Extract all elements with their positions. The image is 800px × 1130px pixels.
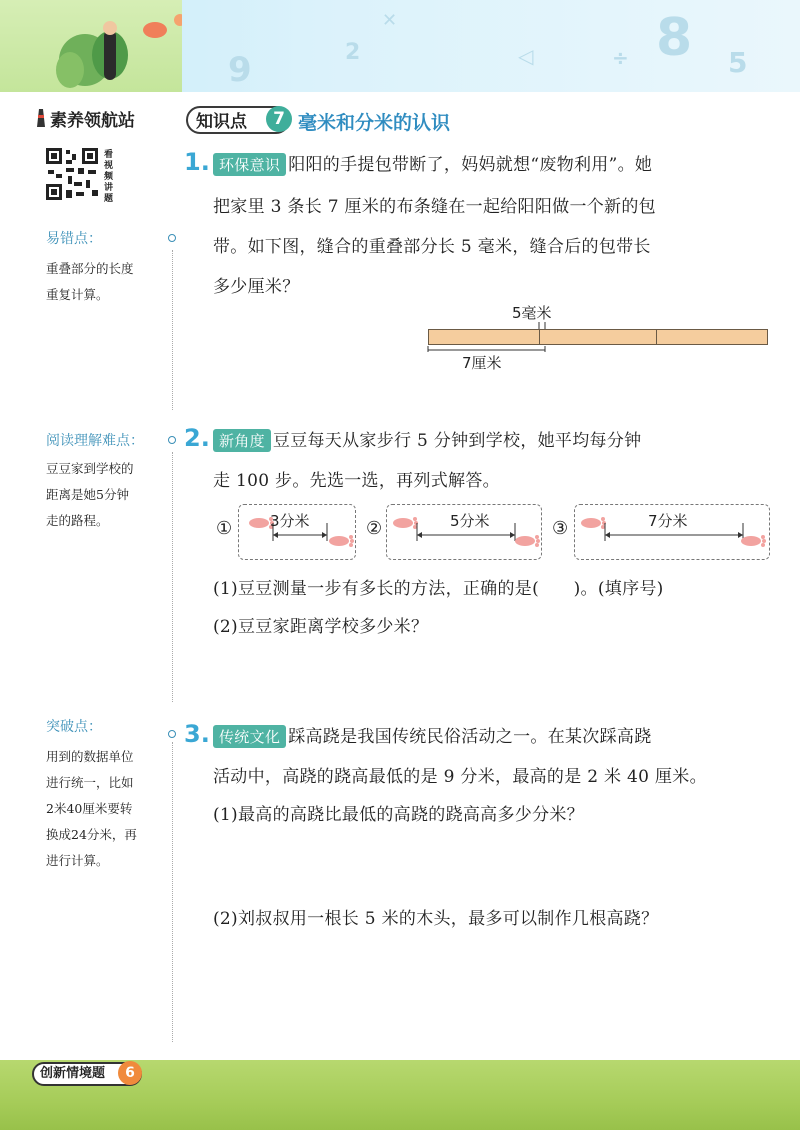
question-2-tag: 新角度 <box>213 429 271 452</box>
option-3-number: ③ <box>552 518 569 539</box>
note-dot <box>168 436 176 444</box>
qr-label: 看视频讲题 <box>104 150 114 204</box>
note-head-reading: 阅读理解难点： <box>46 433 144 449</box>
question-3-tag: 传统文化 <box>213 725 286 748</box>
question-1-line: 多少厘米？ <box>213 277 300 297</box>
deco-number: 8 <box>656 8 693 68</box>
sidebar-divider <box>172 452 173 702</box>
overlap-label: 5毫米 <box>512 304 552 322</box>
page-number: 6 <box>118 1061 142 1085</box>
footer-label: 创新情境题 <box>32 1062 142 1086</box>
knowledge-point-badge: 知识点 <box>186 106 290 134</box>
question-2-number: 2. <box>184 424 210 452</box>
note-head-breakthrough: 突破点： <box>46 719 102 735</box>
lighthouse-icon <box>36 107 46 127</box>
deco-divide-icon: ÷ <box>612 46 629 70</box>
knowledge-point-number: 7 <box>266 106 292 132</box>
question-1-number: 1. <box>184 148 210 176</box>
note-dot <box>168 234 176 242</box>
plant-illustration <box>0 0 182 92</box>
note-line: 走的路程。 <box>46 513 109 528</box>
fabric-strip-3 <box>656 329 768 345</box>
question-text: 阳阳的手提包带断了，妈妈就想“废物利用”。她 <box>288 155 653 175</box>
option-3-label: 7分米 <box>648 512 688 530</box>
sidebar-title: 素养领航站 <box>50 111 135 131</box>
option-2-number: ② <box>366 518 383 539</box>
question-text: 踩高跷是我国传统民俗活动之一。在某次踩高跷 <box>288 727 652 747</box>
question-1-line: 把家里 3 条长 7 厘米的布条缝在一起给阳阳做一个新的包 <box>213 197 656 217</box>
question-2-line <box>213 426 641 452</box>
note-line: 重叠部分的长度 <box>46 261 134 276</box>
note-line: 用到的数据单位 <box>46 749 134 764</box>
deco-number: 5 <box>728 46 748 79</box>
sidebar-divider <box>172 250 173 410</box>
note-dot <box>168 730 176 738</box>
note-text-breakthrough <box>46 744 166 874</box>
question-1-line: 带。如下图，缝合的重叠部分长 5 毫米，缝合后的包带长 <box>213 237 651 257</box>
note-text-error <box>46 256 166 308</box>
note-line: 豆豆家到学校的 <box>46 461 134 476</box>
question-3-sub-2: (2)刘叔叔用一根长 5 米的木头，最多可以制作几根高跷？ <box>213 909 659 929</box>
note-line: 距离是她5分钟 <box>46 487 129 502</box>
page-title: 毫米和分米的认识 <box>298 112 451 134</box>
question-2-line: 走 100 步。先选一选，再列式解答。 <box>213 471 500 491</box>
plant-icon <box>0 0 182 92</box>
note-text-reading <box>46 456 166 534</box>
deco-number: 2 <box>345 40 361 65</box>
option-2-label: 5分米 <box>450 512 490 530</box>
question-2-sub-2: (2)豆豆家距离学校多少米？ <box>213 617 429 637</box>
question-1-tag: 环保意识 <box>213 153 286 176</box>
deco-triangle-icon: ◁ <box>518 44 534 68</box>
note-line: 重复计算。 <box>46 287 109 302</box>
note-head-error: 易错点： <box>46 231 102 247</box>
note-line: 进行统一，比如 <box>46 775 134 790</box>
sidebar-divider <box>172 742 173 1042</box>
question-1-line <box>213 150 652 176</box>
option-1-label: 3分米 <box>270 512 310 530</box>
qr-code[interactable] <box>44 146 100 202</box>
question-3-number: 3. <box>184 720 210 748</box>
deco-number: 9 <box>228 50 252 90</box>
option-1-number: ① <box>216 518 233 539</box>
note-line: 换成24分米，再 <box>46 827 137 842</box>
length-label: 7厘米 <box>462 354 502 372</box>
note-line: 2米40厘米要转 <box>46 801 133 816</box>
question-3-line <box>213 722 652 748</box>
question-text: 豆豆每天从家步行 5 分钟到学校，她平均每分钟 <box>272 431 642 451</box>
question-2-sub-1: (1)豆豆测量一步有多长的方法，正确的是( )。(填序号) <box>213 579 664 599</box>
note-line: 进行计算。 <box>46 853 109 868</box>
question-3-sub-1: (1)最高的高跷比最低的高跷的跷高高多少分米？ <box>213 805 584 825</box>
question-3-line: 活动中，高跷的跷高最低的是 9 分米，最高的是 2 米 40 厘米。 <box>213 767 707 787</box>
deco-star-icon: ✕ <box>382 10 398 31</box>
